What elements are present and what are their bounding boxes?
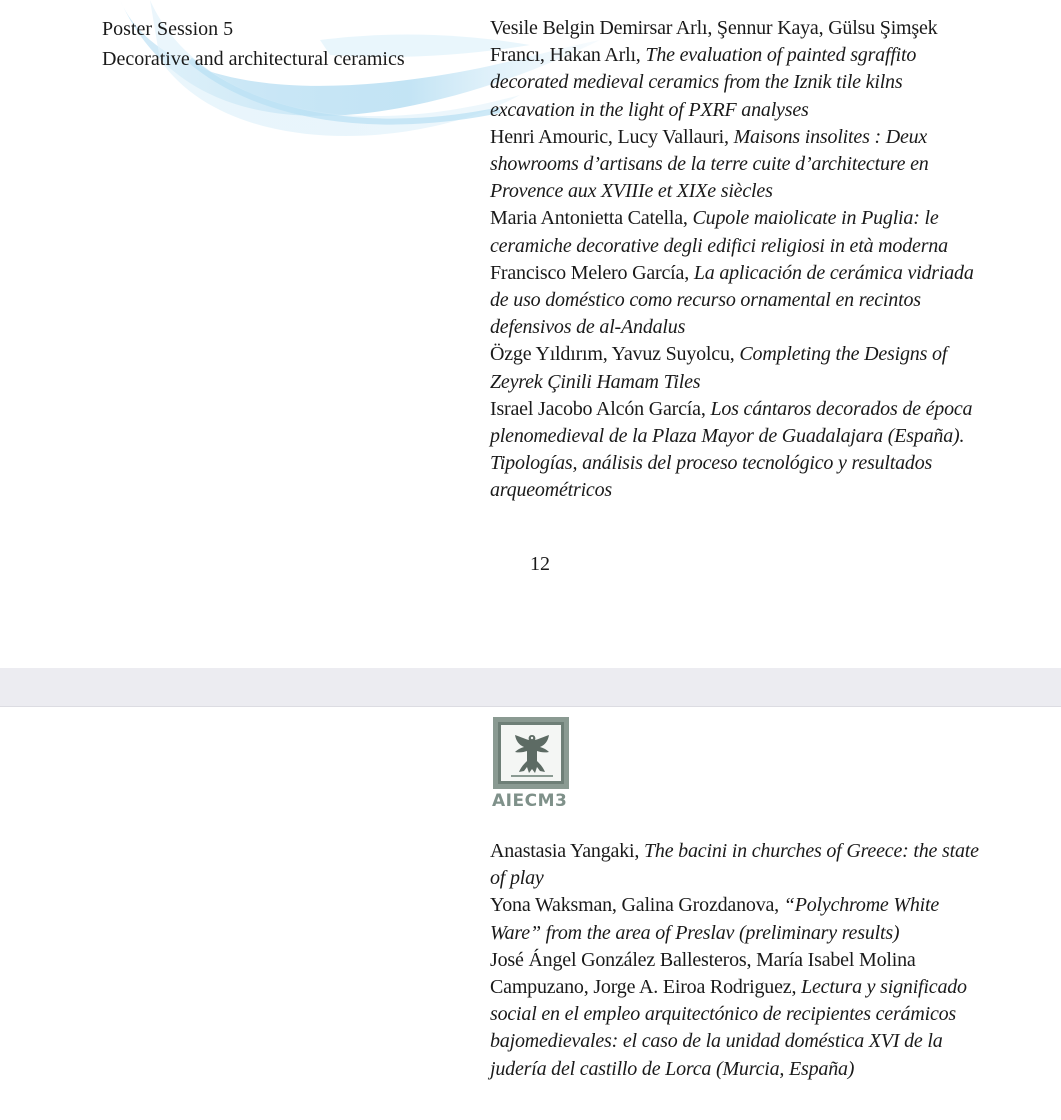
poster-entry: [490, 205, 980, 259]
poster-entry: [490, 947, 980, 1083]
session-label: Poster Session 5: [102, 18, 234, 40]
poster-entry: [490, 124, 980, 206]
entry-authors: Özge Yıldırım, Yavuz Suyolcu,: [490, 343, 735, 366]
entry-authors: Henri Amouric, Lucy Vallauri,: [490, 125, 729, 148]
entry-title: La aplicación de cerámica vidriada de uso doméstico como recurso ornamental en recintos defensivos de al-Andalus: [490, 261, 974, 339]
entry-title: The bacini in churches of Greece: the state of play: [490, 840, 979, 890]
session-heading: [102, 14, 462, 74]
logo-text: AIECM3: [492, 791, 568, 811]
entry-authors: Israel Jacobo Alcón García,: [490, 397, 706, 420]
entry-title: “Polychrome White Ware” from the area of Preslav (preliminary results): [490, 894, 940, 944]
session-topic: Decorative and architectural ceramics: [102, 48, 405, 70]
conference-logo: [492, 715, 572, 820]
poster-list: [490, 15, 980, 505]
poster-entry: [490, 260, 980, 342]
entry-authors: Vesile Belgin Demirsar Arlı, Şennur Kaya, Gülsu Şimşek Francı, Hakan Arlı,: [490, 17, 938, 67]
logo-frame: [493, 717, 569, 789]
entry-authors: José Ángel González Ballesteros, María Isabel Molina Campuzano, Jorge A. Eiroa Rodriguez,: [490, 948, 916, 999]
entry-authors: Yona Waksman, Galina Grozdanova,: [490, 894, 779, 917]
poster-entry: [490, 838, 980, 892]
entry-title: Lectura y significado social en el empleo arquitectónico de recipientes cerámicos bajomedievales: el caso de la unidad doméstica XVI de la judería del castillo de Lorca (Murcia, España): [490, 976, 967, 1080]
entry-title: Cupole maiolicate in Puglia: le ceramiche decorative degli edifici religiosi in età moderna: [490, 207, 948, 257]
entry-title: Completing the Designs of Zeyrek Çinili Hamam Tiles: [490, 343, 948, 393]
eagle-emblem-icon: [503, 727, 561, 781]
page-separator: [0, 668, 1061, 706]
entry-title: Los cántaros decorados de época plenomedieval de la Plaza Mayor de Guadalajara (España). Tipologías, análisis del proceso tecnológico y resultados arqueométricos: [490, 397, 973, 502]
page-number: 12: [530, 553, 550, 575]
entry-title: Maisons insolites : Deux showrooms d’artisans de la terre cuite d’architecture en Provence aux XVIIIe et XIXe siècles: [490, 125, 929, 203]
document-page-13: [0, 706, 1061, 1120]
poster-entry: [490, 396, 980, 505]
entry-authors: Anastasia Yangaki,: [490, 840, 640, 862]
entry-authors: Francisco Melero García,: [490, 261, 689, 284]
poster-entry: [490, 892, 980, 946]
poster-list: [490, 838, 980, 1083]
poster-entry: [490, 15, 980, 124]
entry-title: The evaluation of painted sgraffito decorated medieval ceramics from the Iznik tile kilns excavation in the light of PXRF analyses: [490, 44, 917, 121]
poster-entry: [490, 341, 980, 395]
entry-authors: Maria Antonietta Catella,: [490, 207, 688, 230]
